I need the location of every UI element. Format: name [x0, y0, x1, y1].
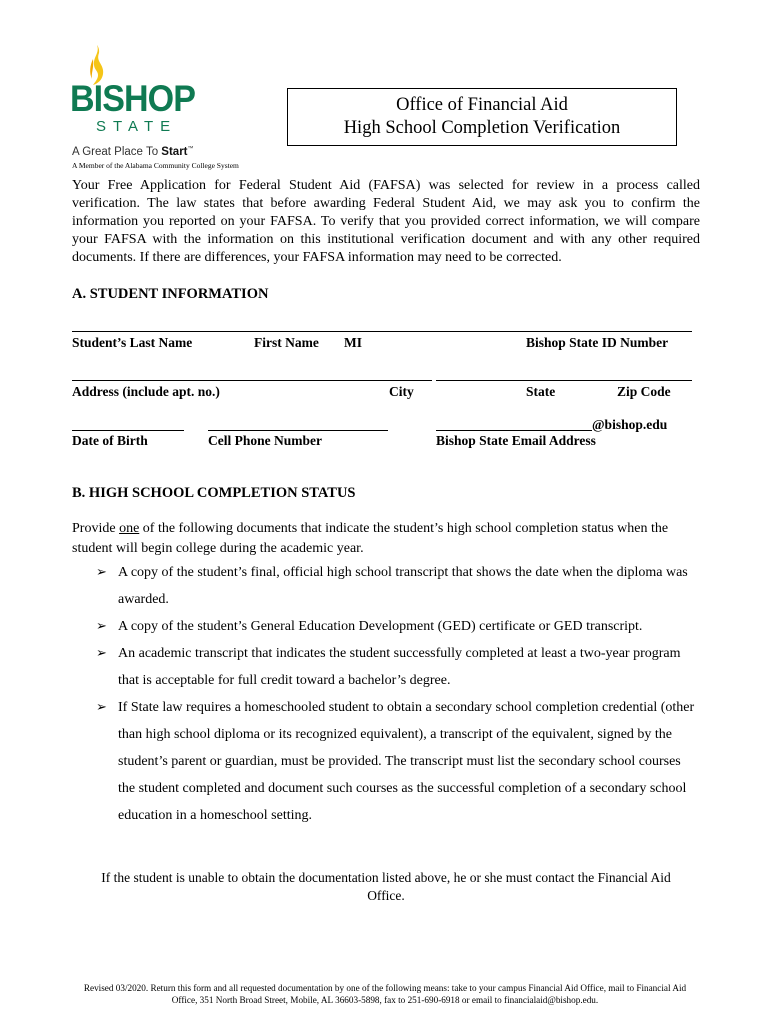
- list-item: ➢ A copy of the student’s final, official high school transcript that shows the date when the diploma was awarded.: [96, 559, 696, 613]
- cell-line[interactable]: [208, 430, 388, 431]
- email-suffix: @bishop.edu: [592, 417, 668, 432]
- footer-note: Revised 03/2020. Return this form and all requested documentation by one of the following means: take to your campus Financial Aid Office, mail to Financial Aid Office, 351 North Broad Street, Mobile, AL 36603-5898, fax to 251-690-6918 or email to financialaid@bishop.edu.: [83, 983, 687, 1005]
- first-name-label: First Name: [254, 335, 319, 350]
- address-line[interactable]: [72, 380, 432, 381]
- logo-subname: STATE: [96, 118, 178, 135]
- logo-tagline: A Great Place To Start™: [72, 145, 194, 158]
- zip-label: Zip Code: [617, 384, 671, 399]
- arrow-bullet-icon: ➢: [96, 700, 107, 715]
- id-number-label: Bishop State ID Number: [526, 335, 669, 350]
- intro-paragraph: Your Free Application for Federal Student Aid (FAFSA) was selected for review in a process called verification. The law states that before awarding Federal Student Aid, we may ask you to confirm the information you reported on your FAFSA. To verify that you provided correct information, we will compare your FAFSA with the information on this institutional verification document and with any other required documents. If there are differences, your FAFSA information may need to be corrected.: [72, 178, 700, 265]
- section-a-heading: A. STUDENT INFORMATION: [72, 286, 269, 302]
- cell-label: Cell Phone Number: [208, 433, 322, 448]
- mi-label: MI: [344, 335, 362, 350]
- arrow-bullet-icon: ➢: [96, 565, 107, 580]
- address-label: Address (include apt. no.): [72, 384, 220, 399]
- office-title: Office of Financial Aid: [396, 95, 568, 115]
- email-line[interactable]: [436, 430, 592, 431]
- list-item: ➢ An academic transcript that indicates the student successfully completed at least a two-year program that is acceptable for full credit toward a bachelor’s degree.: [96, 640, 696, 694]
- state-zip-line[interactable]: [436, 380, 692, 381]
- arrow-bullet-icon: ➢: [96, 646, 107, 661]
- row1-line[interactable]: [72, 331, 692, 332]
- section-b-heading: B. HIGH SCHOOL COMPLETION STATUS: [72, 485, 356, 501]
- section-b-intro: Provide one of the following documents that indicate the student’s high school completion status when the student will begin college during the academic year.: [72, 521, 669, 556]
- form-title: High School Completion Verification: [343, 118, 621, 138]
- state-label: State: [526, 384, 556, 399]
- list-item: ➢ If State law requires a homeschooled student to obtain a secondary school completion credential (other than high school diploma or its recognized equivalent), a transcript of the equivalent, signed by the student’s parent or guardian, must be provided. The transcript must list the secondary school courses the student completed and document such courses as the successful completion of a secondary school education in a homeschool setting.: [96, 694, 696, 829]
- member-text: A Member of the Alabama Community College System: [72, 161, 239, 170]
- closing-note: If the student is unable to obtain the documentation listed above, he or she must contact the Financial Aid Office.: [101, 870, 671, 903]
- list-item: ➢ A copy of the student’s General Education Development (GED) certificate or GED transcript.: [96, 613, 696, 640]
- email-label: Bishop State Email Address: [436, 433, 596, 448]
- arrow-bullet-icon: ➢: [96, 619, 107, 634]
- requirements-list: [96, 559, 696, 829]
- title-box: [287, 88, 677, 146]
- dob-line[interactable]: [72, 430, 184, 431]
- dob-label: Date of Birth: [72, 433, 148, 448]
- last-name-label: Student’s Last Name: [72, 335, 193, 350]
- logo-wordmark: BISHOP: [70, 78, 195, 119]
- city-label: City: [389, 384, 414, 399]
